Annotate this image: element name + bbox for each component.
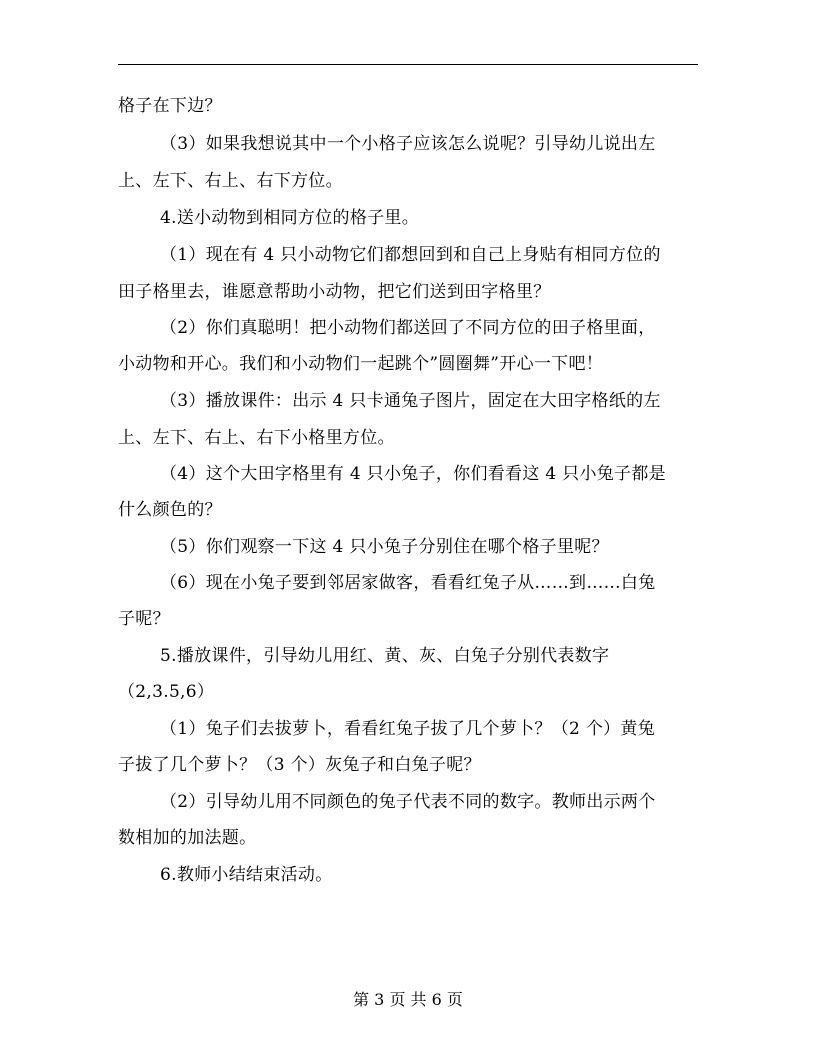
page-footer: 第 3 页 共 6 页 [353, 990, 463, 1009]
text-line: 上、左下、右上、右下小格里方位。 [118, 428, 395, 448]
section-heading: 4.送小动物到相同方位的格子里。 [160, 208, 420, 228]
text-line: （3）播放课件：出示 4 只卡通兔子图片，固定在大田字格纸的左 [160, 391, 661, 411]
header-rule [118, 64, 698, 65]
text-line: （1）兔子们去拔萝卜，看看红兔子拔了几个萝卜？（2 个）黄兔 [160, 719, 656, 739]
text-line: 小动物和开心。我们和小动物们一起跳个”圆圈舞”开心一下吧！ [118, 354, 604, 374]
text-line: 格子在下边？ [118, 96, 222, 116]
text-line: （3）如果我想说其中一个小格子应该怎么说呢？引导幼儿说出左 [160, 134, 656, 154]
text-line: （2）你们真聪明！把小动物们都送回了不同方位的田子格里面， [160, 318, 656, 338]
text-line: 上、左下、右上、右下方位。 [118, 171, 343, 191]
text-line: （2,3.5,6） [118, 682, 215, 702]
section-heading: 5.播放课件，引导幼儿用红、黄、灰、白兔子分别代表数字 [160, 646, 610, 666]
text-line: （6）现在小兔子要到邻居家做客，看看红兔子从……到……白兔 [160, 573, 656, 593]
text-line: （2）引导幼儿用不同颜色的兔子代表不同的数字。教师出示两个 [160, 792, 656, 812]
section-heading: 6.教师小结结束活动。 [160, 865, 333, 885]
text-line: 子呢？ [118, 609, 170, 629]
text-line: 什么颜色的？ [118, 500, 222, 520]
text-line: 田子格里去，谁愿意帮助小动物，把它们送到田字格里？ [118, 282, 551, 302]
text-line: （5）你们观察一下这 4 只小兔子分别住在哪个格子里呢？ [160, 537, 609, 557]
text-line: （4）这个大田字格里有 4 只小兔子，你们看看这 4 只小兔子都是 [160, 464, 666, 484]
text-line: （1）现在有 4 只小动物它们都想回到和自己上身贴有相同方位的 [160, 245, 661, 265]
text-line: 子拔了几个萝卜？（3 个）灰兔子和白兔子呢？ [118, 755, 481, 775]
text-line: 数相加的加法题。 [118, 828, 257, 848]
